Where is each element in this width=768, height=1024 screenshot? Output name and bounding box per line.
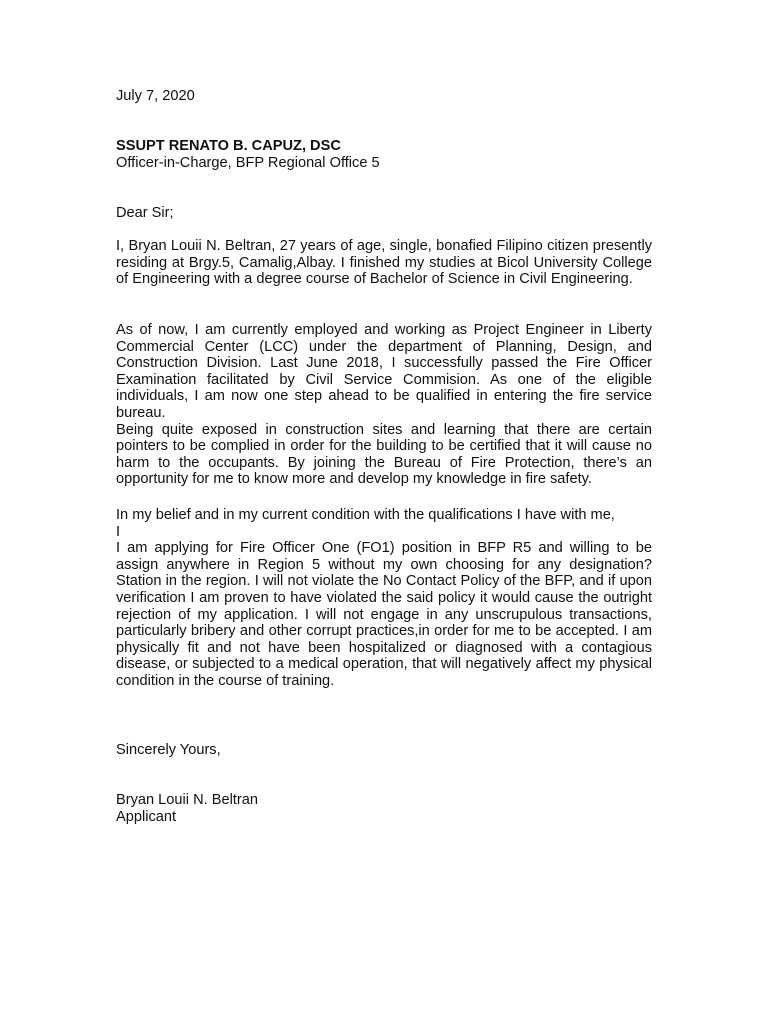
body-paragraph: I, Bryan Louii N. Beltran, 27 years of age, single, bonafied Filipino citizen presently residing at Brgy.5, Camalig,Albay. I finished my studies at Bicol University College of Engineering with a degree course of Bachelor of Science in Civil Engineering.	[116, 238, 652, 288]
body-paragraph: I am applying for Fire Officer One (FO1) position in BFP R5 and willing to be assign anywhere in Region 5 without my own choosing for any designation? Station in the region. I will not violate the No Contact Policy of the BFP, and if upon verification I am proven to have violated the said policy it would cause the outright rejection of my application. I will not engage in any unscrupulous transactions, particularly bribery and other corrupt practices,in order for me to be accepted. I am physically fit and not have been hospitalized or diagnosed with a contagious disease, or subjected to a medical operation, that will negatively affect my physical condition in the course of training.	[116, 540, 652, 689]
signature-block	[116, 792, 652, 825]
body-paragraph-group	[116, 507, 652, 690]
body-paragraph: In my belief and in my current condition with the qualifications I have with me,	[116, 507, 615, 523]
letter-date: July 7, 2020	[116, 88, 195, 104]
recipient-title: Officer-in-Charge, BFP Regional Office 5	[116, 154, 380, 171]
body-paragraph-group	[116, 322, 652, 488]
recipient-name: SSUPT RENATO B. CAPUZ, DSC	[116, 138, 341, 154]
signatory-role: Applicant	[116, 808, 177, 825]
body-paragraph: As of now, I am currently employed and working as Project Engineer in Liberty Commercial Center (LCC) under the department of Planning, Design, and Construction Division. Last June 2018, I successfully passed the Fire Officer Examination facilitated by Civil Service Commision. As one of the eligible individuals, I am now one step ahead to be qualified in entering the fire service bureau.	[116, 322, 652, 421]
closing: Sincerely Yours,	[116, 742, 221, 758]
salutation: Dear Sir;	[116, 205, 174, 221]
body-paragraph: Being quite exposed in construction sites and learning that there are certain pointers to be complied in order for the building to be certified that it will cause no harm to the occupants. By joining the Bureau of Fire Protection, there’s an opportunity for me to know more and develop my knowledge in fire safety.	[116, 421, 652, 488]
signatory-name: Bryan Louii N. Beltran	[116, 792, 258, 808]
body-paragraph: I	[116, 523, 121, 540]
recipient-block	[116, 138, 652, 171]
